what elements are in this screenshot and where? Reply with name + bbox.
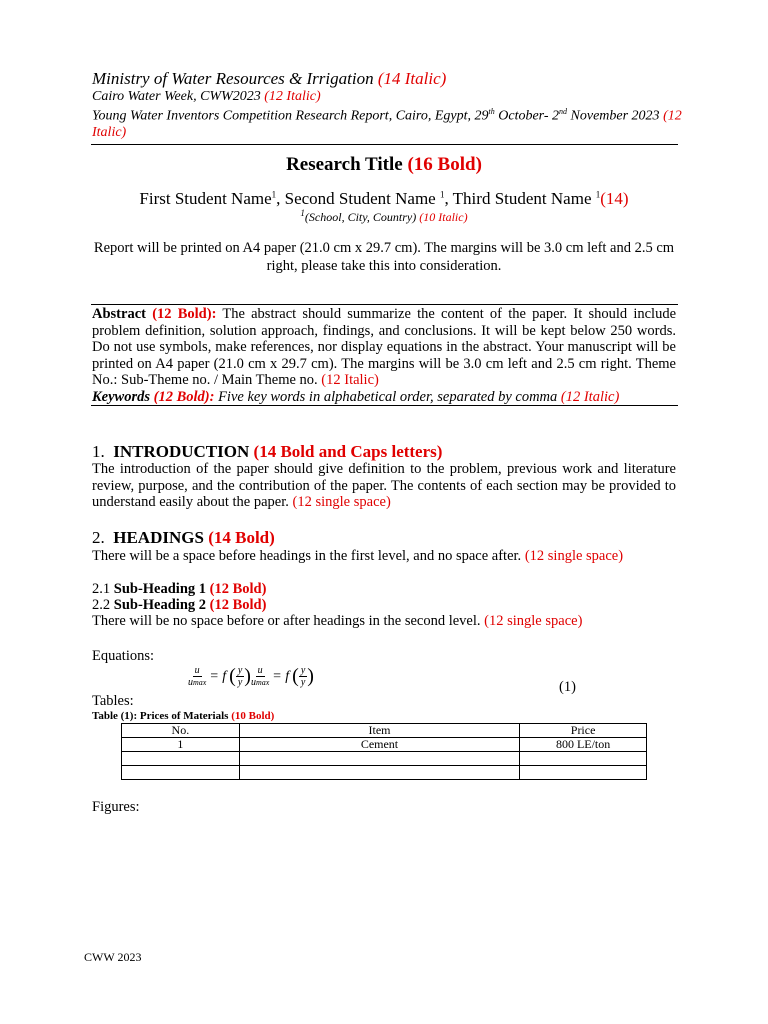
affiliation: $^1$(School, City, Country) (10 Italic): [300, 208, 468, 224]
materials-table: [121, 723, 647, 780]
headings-body: There will be a space before headings in the first level, and no space after. (12 single space): [92, 548, 624, 564]
table-cell: [520, 766, 647, 780]
table-row: [122, 752, 647, 766]
table-header-cell: Item: [239, 724, 519, 738]
sub-heading-2: 2.2 Sub-Heading 2 (12 Bold): [92, 597, 267, 613]
print-note: Report will be printed on A4 paper (21.0 cm x 29.7 cm). The margins will be 3.0 cm left and 2.5 cm right, please take this into consideration.: [93, 240, 675, 274]
header-event: Cairo Water Week, CWW2023 (12 Italic): [92, 89, 321, 104]
table-cell: [239, 766, 519, 780]
table-cell: [122, 752, 240, 766]
sub-heading-1: 2.1 Sub-Heading 1 (12 Bold): [92, 581, 267, 597]
tables-label: Tables:: [92, 693, 134, 709]
abstract-bottom-rule: [91, 405, 678, 406]
header-ministry: Ministry of Water Resources & Irrigation (14 Italic): [92, 69, 447, 88]
equation-number: (1): [559, 679, 576, 695]
table-header-cell: No.: [122, 724, 240, 738]
table-row: [122, 738, 647, 752]
section-heading-introduction: 1. INTRODUCTION (14 Bold and Caps letters): [92, 442, 443, 461]
table-header-row: [122, 724, 647, 738]
section-heading-headings: 2. HEADINGS (14 Bold): [92, 528, 275, 547]
introduction-body: The introduction of the paper should give definition to the problem, previous work and literature review, purpose, and the contribution of the paper. The contents of each section may be provided to understand easily about the paper. (12 single space): [92, 461, 676, 510]
figures-label: Figures:: [92, 799, 140, 815]
abstract: Abstract (12 Bold): The abstract should summarize the content of the paper. It should include problem definition, solution approach, findings, and conclusions. It will be kept below 250 words. Do not use symbols, make references, nor display equations in the abstract. Your manuscript will be printed on A4 paper (21.0 cm x 29.7 cm). The margins will be 3.0 cm left and 2.5 cm right. Theme No.: Sub-Theme no. / Main Theme no. (12 Italic) Keywords (12 Bold): Five key words in alphabetical order, separated by comma (12 Italic): [92, 306, 677, 405]
header-report: Young Water Inventors Competition Research Report, Cairo, Egypt, 29th October- 2nd November 2023 (12 Italic): [92, 107, 682, 140]
fraction-y-2: $\frac{y}{y}$: [300, 665, 306, 688]
table-cell: Cement: [239, 738, 519, 752]
headings-body-2: There will be no space before or after headings in the second level. (12 single space): [92, 613, 583, 629]
fraction-u-umax-2: $\frac{u}{umax}$: [250, 665, 270, 688]
table-header-cell: Price: [520, 724, 647, 738]
table-cell: 1: [122, 738, 240, 752]
table-row: [122, 766, 647, 780]
author-list: First Student Name$^1$, Second Student Name $^1$, Third Student Name $^1$(14): [139, 189, 629, 208]
fraction-u-umax: $\frac{u}{umax}$: [188, 665, 207, 688]
equations-label: Equations:: [92, 648, 155, 664]
equation: $\frac{u}{umax}$ = f ( $\frac{y}{y}$ ) $\frac{u}{umax}$ = f ( $\frac{y}{y}$ ): [188, 665, 314, 688]
header-rule: [91, 144, 678, 145]
research-title: Research Title (16 Bold): [286, 154, 482, 175]
table-caption: Table (1): Prices of Materials (10 Bold): [92, 710, 275, 722]
abstract-top-rule: [91, 304, 678, 305]
table-cell: [520, 752, 647, 766]
table-cell: [239, 752, 519, 766]
page-footer: CWW 2023: [84, 950, 142, 964]
table-cell: 800 LE/ton: [520, 738, 647, 752]
fraction-y: $\frac{y}{y}$: [237, 665, 243, 688]
table-cell: [122, 766, 240, 780]
